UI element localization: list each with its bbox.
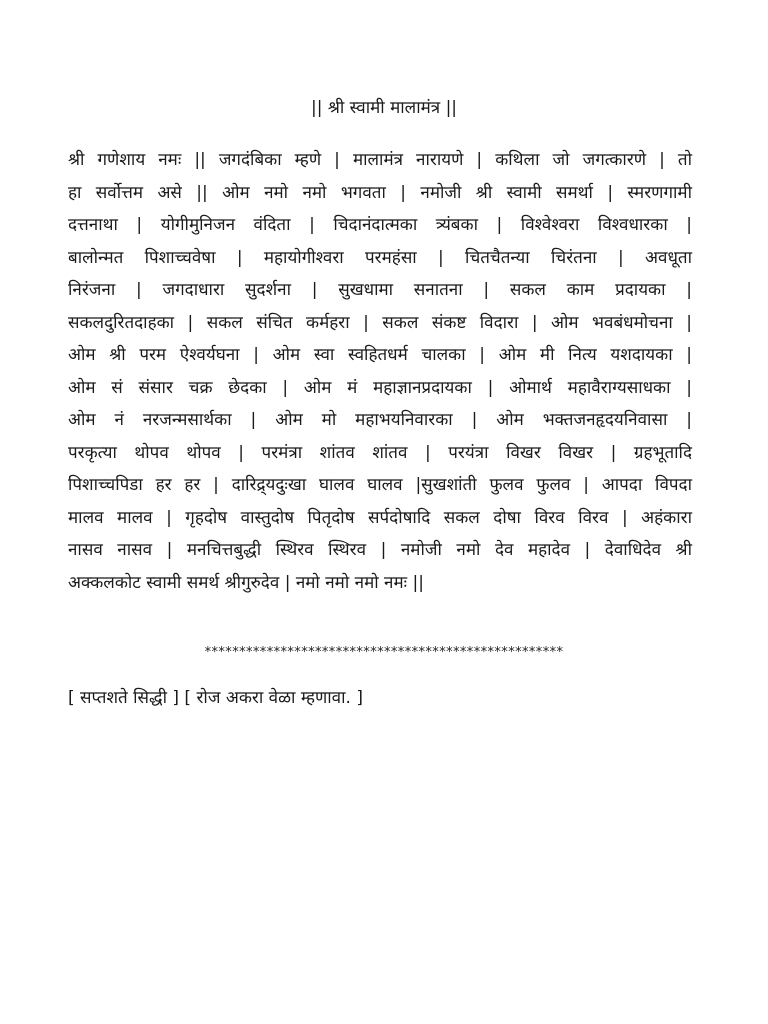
text-line: हा सर्वोत्तम असे || ओम नमो नमो भगवता | नमोजी श्री स्वामी समर्था | स्मरणगामी: [68, 182, 692, 203]
mantra-body: [68, 144, 692, 599]
usage-note: [ सप्तशते सिद्धी ] [ रोज अकरा वेळा म्हणावा. ]: [68, 688, 363, 708]
text-line: अक्कलकोट स्वामी समर्थ श्रीगुरुदेव | नमो नमो नमो नमः ||: [68, 572, 424, 593]
text-line: दत्तनाथा | योगीमुनिजन वंदिता | चिदानंदात्मका त्र्यंबका | विश्वेश्वरा विश्वधारका |: [68, 215, 692, 235]
text-line: नासव नासव | मनचित्तबुद्धी स्थिरव स्थिरव | नमोजी नमो देव महादेव | देवाधिदेव श्री: [68, 540, 692, 560]
text-line: निरंजना | जगदाधारा सुदर्शना | सुखधामा सनातना | सकल काम प्रदायका |: [68, 280, 692, 300]
text-line: मालव मालव | गृहदोष वास्तुदोष पितृदोष सर्पदोषादि सकल दोषा विरव विरव | अहंकारा: [68, 507, 692, 528]
page-title: || श्री स्वामी मालामंत्र ||: [310, 98, 458, 118]
text-line: परकृत्या थोपव थोपव | परमंत्रा शांतव शांतव | परयंत्रा विखर विखर | ग्रहभूतादि: [68, 442, 692, 463]
text-line: ओम श्री परम ऐश्वर्यघना | ओम स्वा स्वहितधर्म चालका | ओम मी नित्य यशदायका |: [68, 345, 692, 365]
text-line: सकलदुरितदाहका | सकल संचित कर्महरा | सकल संकष्ट विदारा | ओम भवबंधमोचना |: [68, 312, 692, 333]
separator-stars: ****************************************************: [204, 645, 564, 660]
text-line: ओम सं संसार चक्र छेदका | ओम मं महाज्ञानप्रदायका | ओमार्थ महावैराग्यसाधका |: [68, 377, 692, 398]
text-line: बालोन्मत पिशाच्चवेषा | महायोगीश्वरा परमहंसा | चितचैतन्या चिरंतना | अवधूता: [68, 247, 692, 268]
text-line: पिशाच्चपिडा हर हर | दारिद्र्यदुःखा घालव घालव |सुखशांती फुलव फुलव | आपदा विपदा: [68, 475, 692, 495]
text-line: ओम नं नरजन्मसार्थका | ओम मो महाभयनिवारका | ओम भक्तजनहृदयनिवासा |: [68, 410, 692, 430]
text-line: श्री गणेशाय नमः || जगदंबिका म्हणे | मालामंत्र नारायणे | कथिला जो जगत्कारणे | तो: [68, 150, 692, 170]
